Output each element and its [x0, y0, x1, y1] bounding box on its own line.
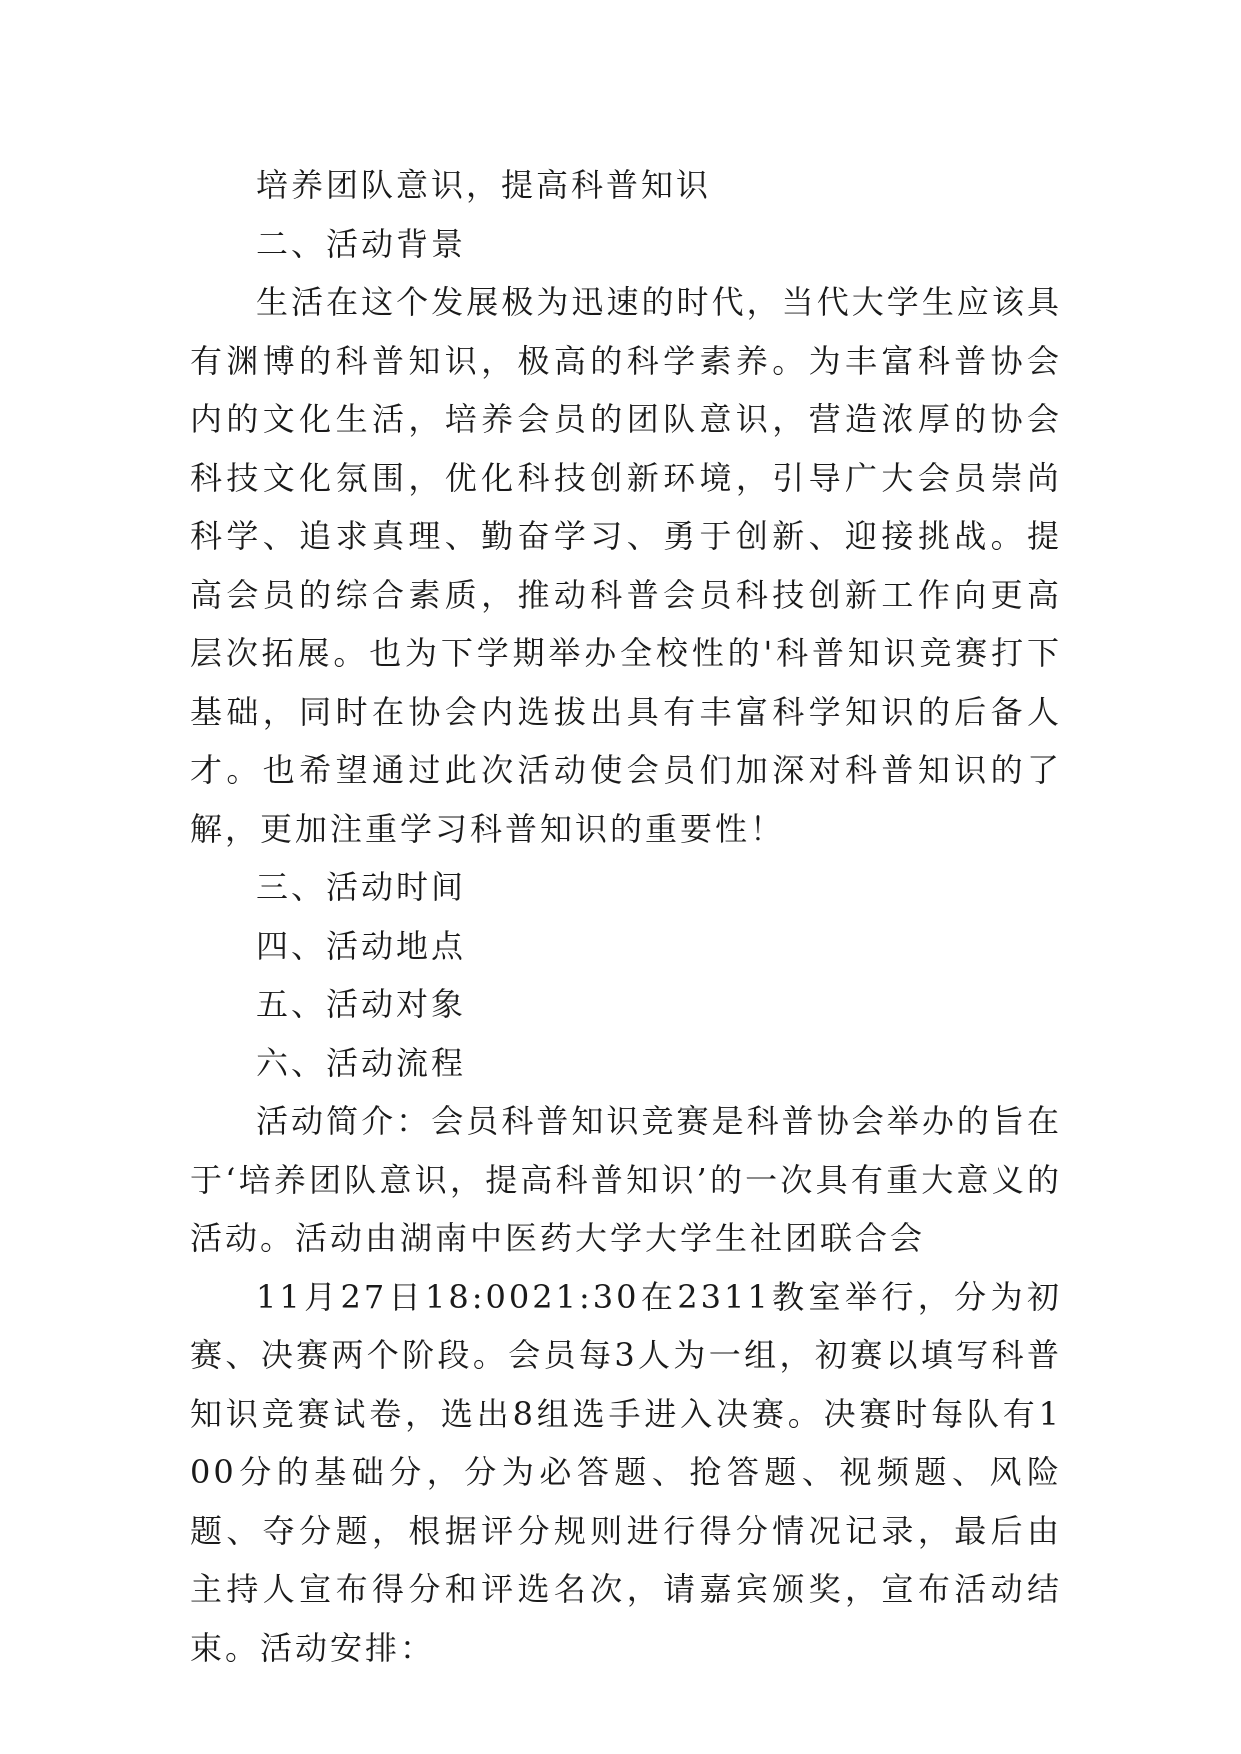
heading-time: 三、活动时间 — [256, 868, 467, 906]
paragraph-theme: 培养团队意识，提高科普知识 — [256, 166, 712, 204]
heading-process: 六、活动流程 — [256, 1043, 467, 1082]
paragraph-background: 生活在这个发展极为迅速的时代，当代大学生应该具有渊博的科普知识，极高的科学素养。为丰富科普协会内的文化生活，培养会员的团队意识，营造浓厚的协会科技文化氛围，优化科技创新环境，引导广大会员崇尚科学、追求真理、勤奋学习、勇于创新、迎接挑战。提高会员的综合素质，推动科普会员科技创新工作向更高层次拓展。也为下学期举办全校性的'科普知识竞赛打下基础，同时在协会内选拔出具有丰富科学知识的后备人才。也希望通过此次活动使会员们加深对科普知识的了解，更加注重学习科普知识的重要性！ — [190, 283, 1062, 848]
heading-background: 二、活动背景 — [256, 224, 467, 263]
heading-audience: 五、活动对象 — [256, 985, 467, 1023]
document-body — [190, 156, 1062, 1677]
paragraph-intro: 活动简介：会员科普知识竞赛是科普协会举办的旨在于‘培养团队意识，提高科普知识’的一次具有重大意义的活动。活动由湖南中医药大学大学生社团联合会 — [190, 1102, 1062, 1257]
heading-location: 四、活动地点 — [256, 926, 467, 965]
paragraph-schedule: 11月27日18:0021:30在2311教室举行，分为初赛、决赛两个阶段。会员每3人为一组，初赛以填写科普知识竞赛试卷，选出8组选手进入决赛。决赛时每队有100分的基础分，分为必答题、抢答题、视频题、风险题、夺分题，根据评分规则进行得分情况记录，最后由主持人宣布得分和评选名次，请嘉宾颁奖，宣布活动结束。活动安排： — [190, 1277, 1062, 1667]
